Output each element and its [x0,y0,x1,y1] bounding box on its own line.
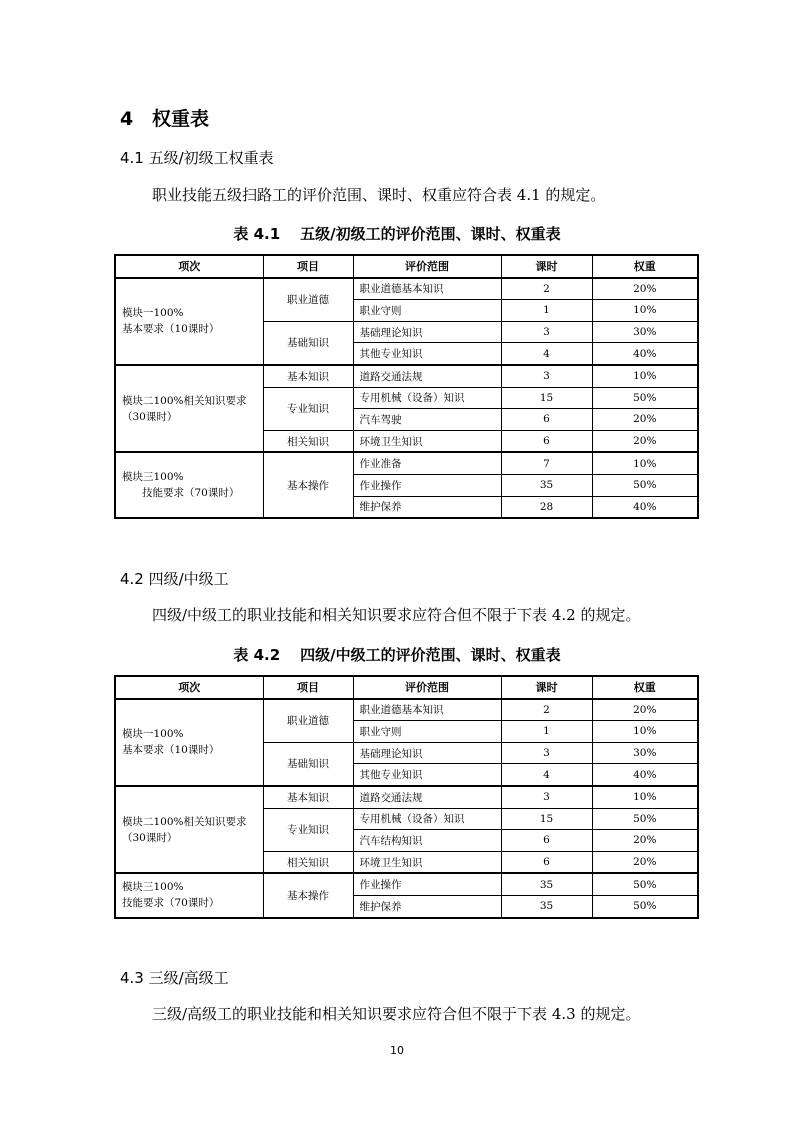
header-weight: 权重 [592,255,698,278]
weight-cell: 10% [592,300,698,322]
table-row [115,786,698,808]
module-cell [115,278,263,365]
subsection-heading-4-1: 4.1 五级/初级工权重表 [120,149,274,167]
scope-cell: 环境卫生知识 [353,851,501,873]
weight-cell: 50% [592,808,698,830]
caption-number: 表 4.2 [233,646,281,664]
header-scope: 评价范围 [353,676,501,699]
weight-cell: 20% [592,830,698,852]
weight-cell: 20% [592,699,698,721]
project-cell: 职业道德 [263,278,353,322]
scope-cell: 职业道德基本知识 [353,699,501,721]
header-scope: 评价范围 [353,255,501,278]
header-project: 项目 [263,676,353,699]
caption-title: 四级/中级工的评价范围、课时、权重表 [300,646,561,664]
header-hours: 课时 [501,255,592,278]
scope-cell: 环境卫生知识 [353,430,501,452]
module-desc: （30课时） [122,831,178,844]
hours-cell: 6 [501,851,592,873]
hours-cell: 1 [501,721,592,743]
project-cell: 专业知识 [263,808,353,851]
header-project: 项目 [263,255,353,278]
hours-cell: 2 [501,278,592,300]
hours-cell: 3 [501,365,592,387]
hours-cell: 7 [501,452,592,474]
module-cell [115,365,263,452]
module-cell [115,452,263,518]
scope-cell: 道路交通法规 [353,786,501,808]
subsection-heading-4-3: 4.3 三级/高级工 [120,969,229,987]
weight-cell: 10% [592,365,698,387]
module-desc: 基本要求（10课时） [122,323,220,336]
header-item: 项次 [115,676,263,699]
scope-cell: 职业守则 [353,300,501,322]
project-cell: 基础知识 [263,321,353,365]
hours-cell: 4 [501,764,592,786]
caption-number: 表 4.1 [233,225,281,243]
project-cell: 基础知识 [263,742,353,786]
weight-cell: 20% [592,409,698,431]
hours-cell: 3 [501,742,592,764]
module-name: 模块一100% [122,728,184,741]
module-cell [115,873,263,917]
paragraph-4-1: 职业技能五级扫路工的评价范围、课时、权重应符合表 4.1 的规定。 [152,186,606,204]
hours-cell: 35 [501,873,592,895]
weight-cell: 50% [592,387,698,409]
scope-cell: 作业准备 [353,452,501,474]
hours-cell: 28 [501,496,592,518]
scope-cell: 维护保养 [353,895,501,917]
weight-cell: 10% [592,452,698,474]
scope-cell: 职业守则 [353,721,501,743]
table-row [115,452,698,474]
weight-cell: 20% [592,430,698,452]
hours-cell: 6 [501,430,592,452]
hours-cell: 35 [501,474,592,496]
project-cell: 基本知识 [263,786,353,808]
table-row [115,873,698,895]
scope-cell: 专用机械（设备）知识 [353,387,501,409]
table-row [115,365,698,387]
hours-cell: 15 [501,387,592,409]
scope-cell: 作业操作 [353,474,501,496]
table-header-row [115,255,698,278]
section-title: 权重表 [152,108,210,130]
project-cell: 相关知识 [263,430,353,452]
header-hours: 课时 [501,676,592,699]
weight-cell: 50% [592,873,698,895]
weight-cell: 20% [592,278,698,300]
weight-cell: 50% [592,895,698,917]
project-cell: 基本操作 [263,452,353,518]
header-item: 项次 [115,255,263,278]
weight-cell: 40% [592,496,698,518]
module-name: 模块三100% [122,471,184,484]
weight-cell: 30% [592,321,698,343]
weight-cell: 10% [592,786,698,808]
module-name: 模块二100%相关知识要求 [122,394,247,407]
module-desc: （30课时） [122,410,178,423]
table-row [115,699,698,721]
module-name: 模块一100% [122,307,184,320]
module-name: 模块二100%相关知识要求 [122,815,247,828]
scope-cell: 其他专业知识 [353,343,501,365]
weight-cell: 20% [592,851,698,873]
scope-cell: 汽车驾驶 [353,409,501,431]
weight-cell: 10% [592,721,698,743]
paragraph-4-3: 三级/高级工的职业技能和相关知识要求应符合但不限于下表 4.3 的规定。 [152,1005,641,1023]
scope-cell: 道路交通法规 [353,365,501,387]
module-cell [115,699,263,786]
hours-cell: 6 [501,409,592,431]
page-number: 10 [390,1044,404,1057]
scope-cell: 基础理论知识 [353,742,501,764]
project-cell: 职业道德 [263,699,353,743]
project-cell: 基本操作 [263,873,353,917]
subsection-heading-4-2: 4.2 四级/中级工 [120,570,229,588]
hours-cell: 35 [501,895,592,917]
hours-cell: 1 [501,300,592,322]
weight-cell: 30% [592,742,698,764]
module-name: 模块三100% [122,881,184,894]
weight-cell: 50% [592,474,698,496]
scope-cell: 职业道德基本知识 [353,278,501,300]
module-desc: 基本要求（10课时） [122,744,220,757]
scope-cell: 作业操作 [353,873,501,895]
scope-cell: 维护保养 [353,496,501,518]
section-number: 4 [120,108,134,130]
hours-cell: 4 [501,343,592,365]
table-caption-4-1 [0,223,794,244]
project-cell: 相关知识 [263,851,353,873]
table-row [115,278,698,300]
scope-cell: 专用机械（设备）知识 [353,808,501,830]
weight-table-4-1 [114,254,699,519]
module-desc: 技能要求（70课时） [122,897,220,910]
hours-cell: 3 [501,786,592,808]
hours-cell: 2 [501,699,592,721]
project-cell: 基本知识 [263,365,353,387]
table-caption-4-2 [0,644,794,665]
caption-title: 五级/初级工的评价范围、课时、权重表 [300,225,561,243]
module-cell [115,786,263,873]
header-weight: 权重 [592,676,698,699]
hours-cell: 15 [501,808,592,830]
weight-cell: 40% [592,764,698,786]
weight-cell: 40% [592,343,698,365]
hours-cell: 6 [501,830,592,852]
project-cell: 专业知识 [263,387,353,430]
paragraph-4-2: 四级/中级工的职业技能和相关知识要求应符合但不限于下表 4.2 的规定。 [152,606,641,624]
section-heading [120,104,209,131]
hours-cell: 3 [501,321,592,343]
scope-cell: 其他专业知识 [353,764,501,786]
module-desc: 技能要求（70课时） [142,487,240,500]
weight-table-4-2 [114,675,699,919]
scope-cell: 汽车结构知识 [353,830,501,852]
scope-cell: 基础理论知识 [353,321,501,343]
table-header-row [115,676,698,699]
